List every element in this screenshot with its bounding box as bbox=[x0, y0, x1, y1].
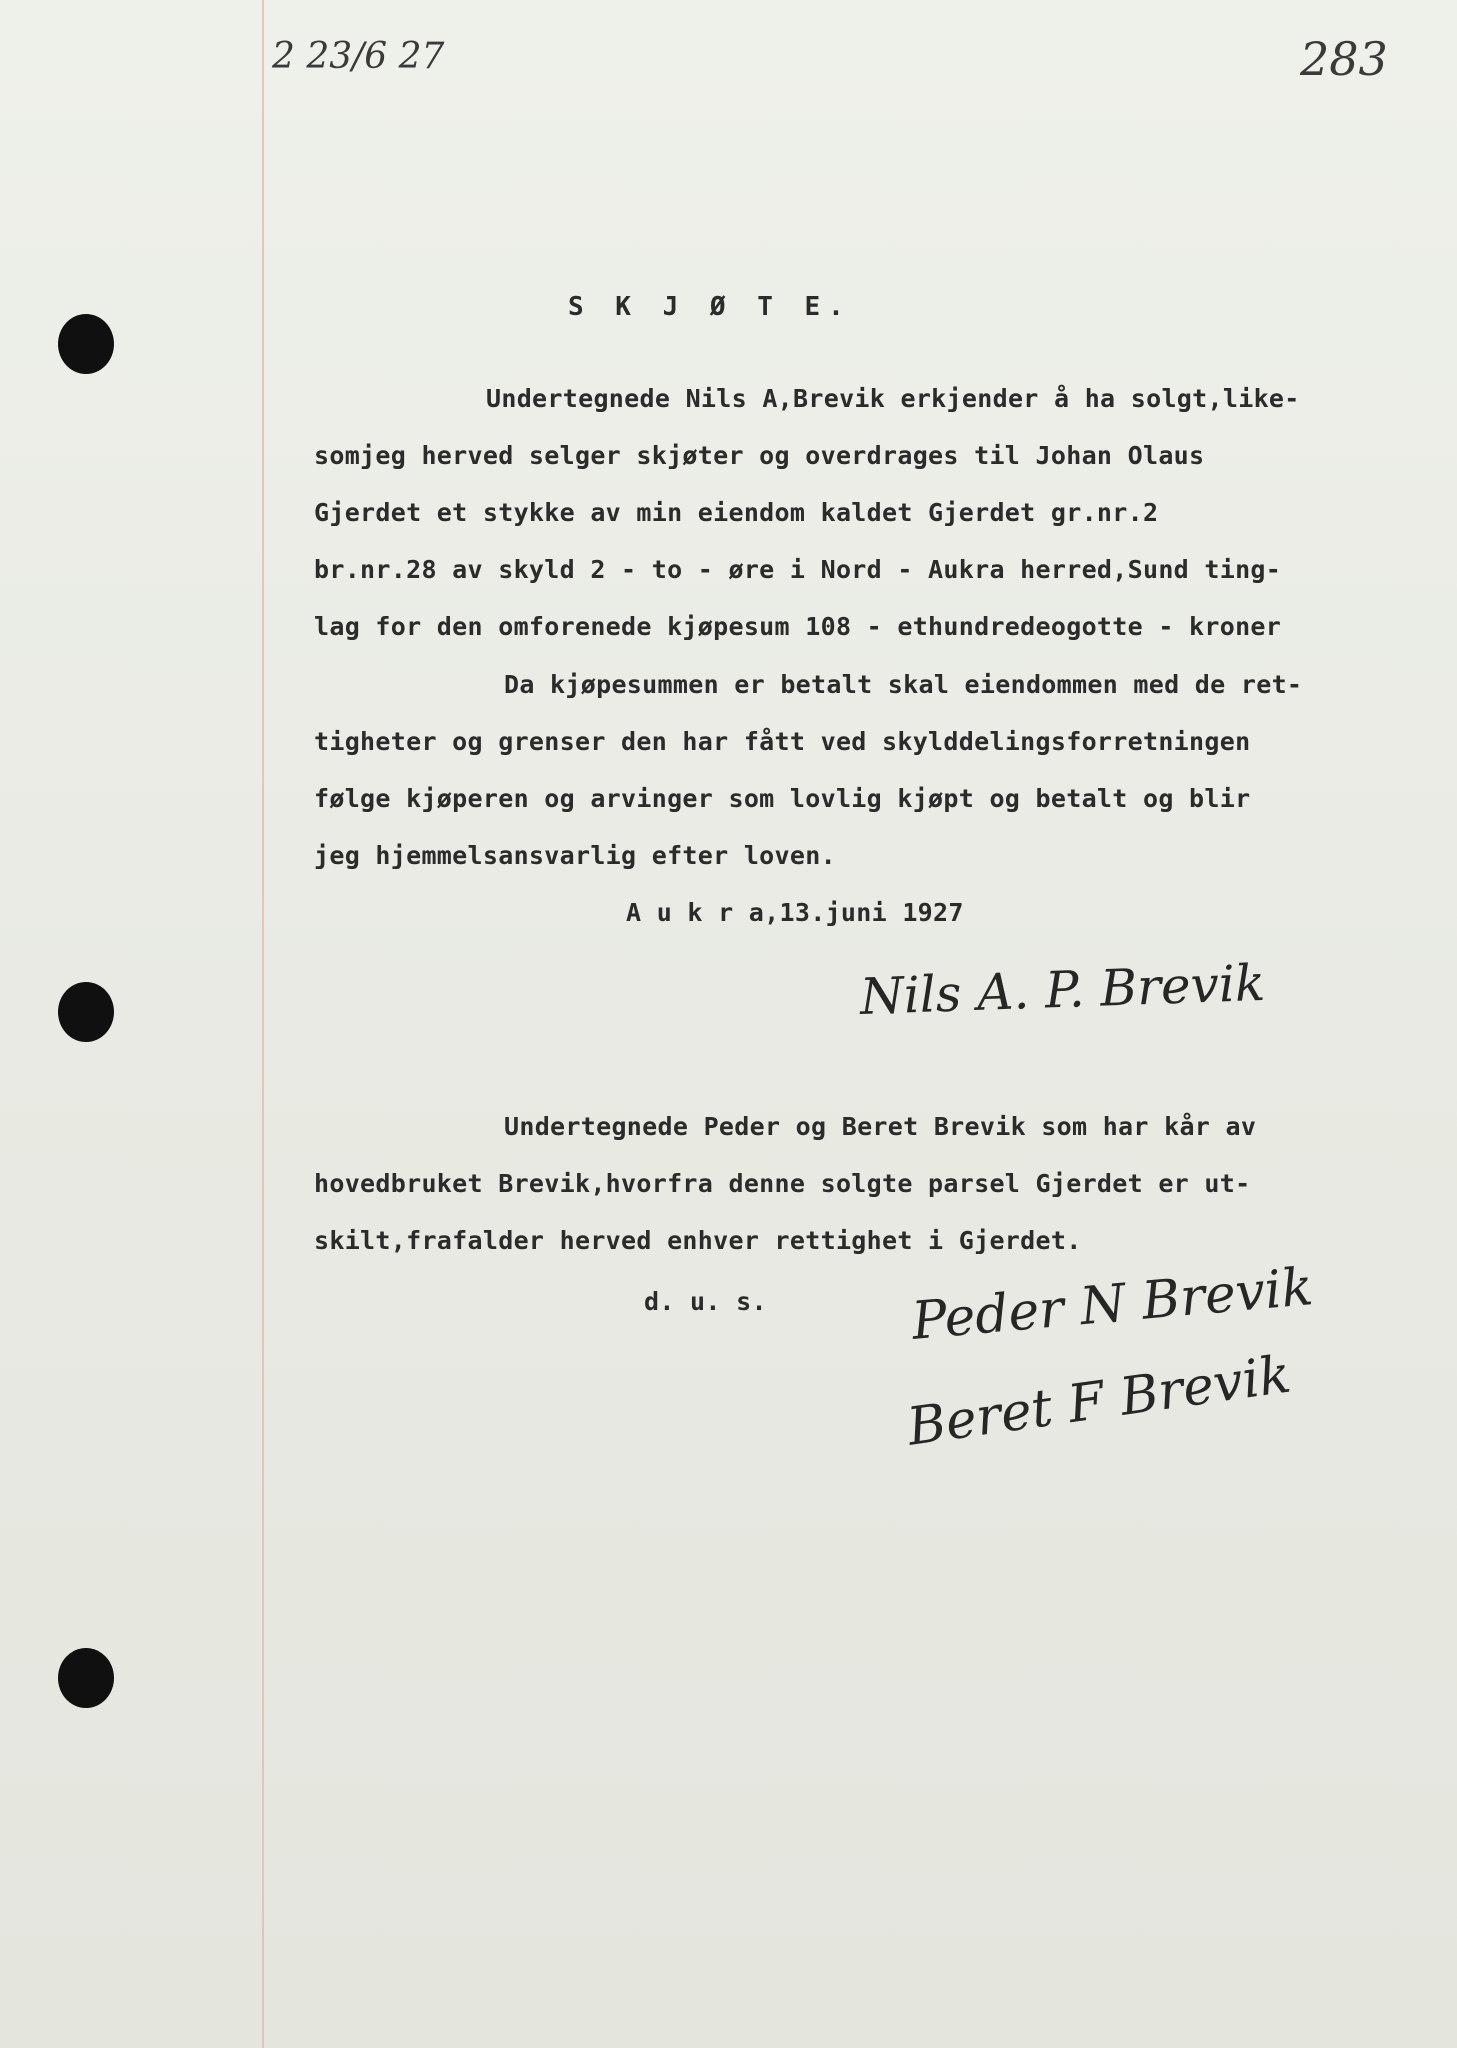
text-line: jeg hjemmelsansvarlig efter loven. bbox=[314, 841, 836, 870]
margin-rule bbox=[262, 0, 264, 2048]
text-line: br.nr.28 av skyld 2 - to - øre i Nord - Aukra herred,Sund ting- bbox=[314, 555, 1282, 584]
dus-note: d. u. s. bbox=[644, 1287, 767, 1316]
signature-peder: Peder N Brevik bbox=[909, 1257, 1316, 1352]
page-number: 283 bbox=[1300, 32, 1388, 86]
text-line: tigheter og grenser den har fått ved skylddelingsforretningen bbox=[314, 727, 1251, 756]
text-line: somjeg herved selger skjøter og overdrages til Johan Olaus bbox=[314, 441, 1205, 470]
punch-hole bbox=[58, 982, 114, 1042]
text-line: skilt,frafalder herved enhver rettighet i Gjerdet. bbox=[314, 1226, 1082, 1255]
text-line: Undertegnede Nils A,Brevik erkjender å ha solgt,like- bbox=[486, 384, 1300, 413]
place-date: A u k r a,13.juni 1927 bbox=[626, 898, 964, 927]
punch-hole bbox=[58, 1648, 114, 1708]
document-title: S K J Ø T E. bbox=[568, 292, 852, 322]
signature-beret: Beret F Brevik bbox=[903, 1344, 1295, 1458]
text-line: Gjerdet et stykke av min eiendom kaldet Gjerdet gr.nr.2 bbox=[314, 498, 1159, 527]
text-line: Da kjøpesummen er betalt skal eiendommen med de ret- bbox=[504, 670, 1303, 699]
text-line: Undertegnede Peder og Beret Brevik som har kår av bbox=[504, 1112, 1257, 1141]
text-line: hovedbruket Brevik,hvorfra denne solgte parsel Gjerdet er ut- bbox=[314, 1169, 1251, 1198]
text-line: lag for den omforenede kjøpesum 108 - ethundredeogotte - kroner bbox=[314, 612, 1282, 641]
signature-nils: Nils A. P. Brevik bbox=[858, 953, 1267, 1026]
punch-hole bbox=[58, 314, 114, 374]
text-line: følge kjøperen og arvinger som lovlig kjøpt og betalt og blir bbox=[314, 784, 1251, 813]
date-note: 2 23/6 27 bbox=[272, 36, 445, 77]
